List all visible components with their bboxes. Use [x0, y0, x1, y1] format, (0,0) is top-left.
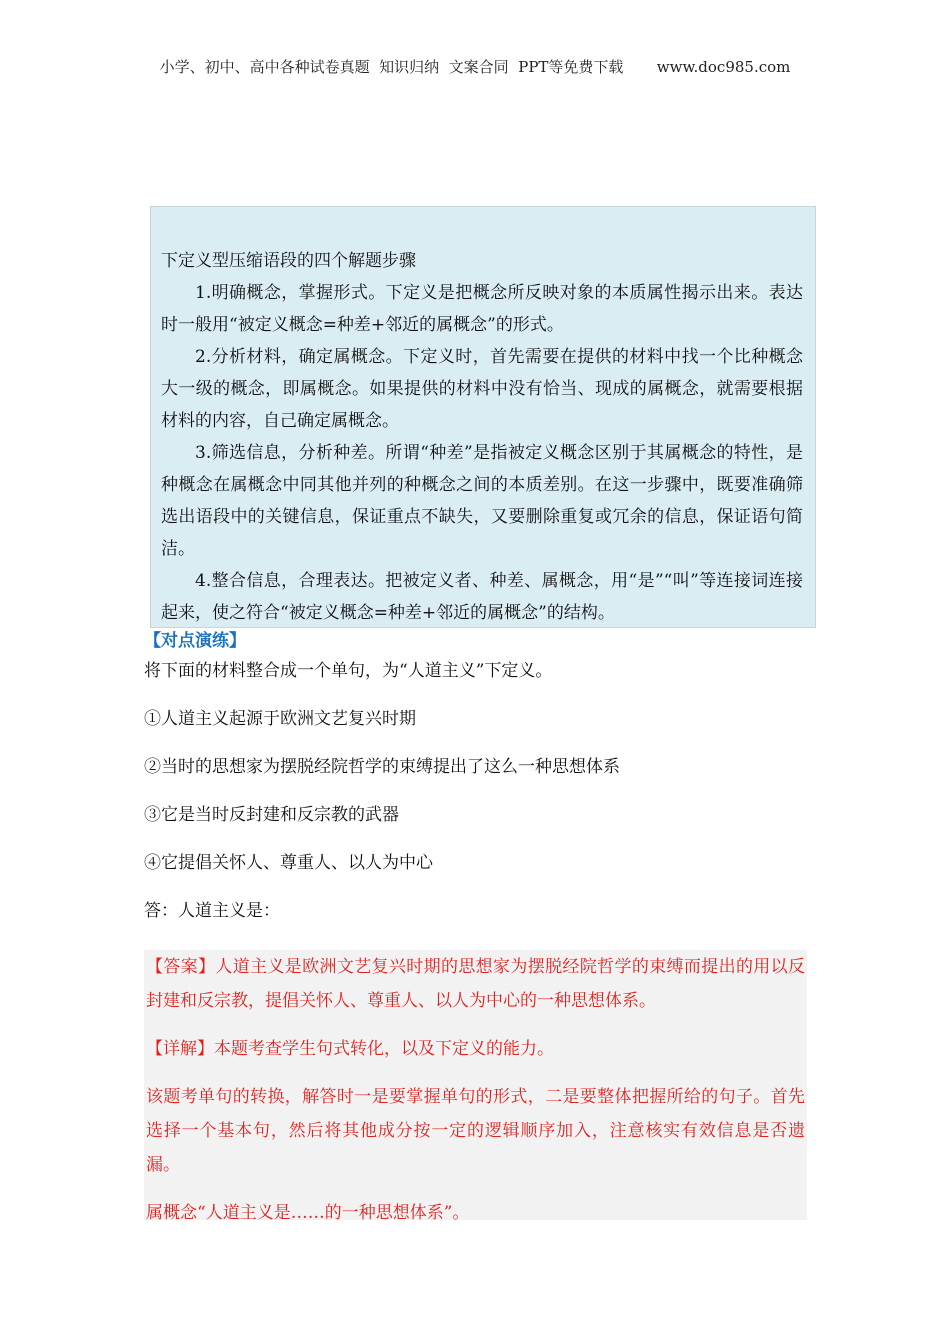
detail-text: 【详解】本题考查学生句式转化，以及下定义的能力。 — [146, 1039, 554, 1059]
practice-title: 【对点演练】 — [144, 631, 246, 651]
tip-step-2: 2.分析材料，确定属概念。下定义时，首先需要在提供的材料中找一个比种概念大一级的概念，即属概念。如果提供的材料中没有恰当、现成的属概念，就需要根据材料的内容，自己确定属概念。 — [161, 347, 803, 431]
material-item-2: ②当时的思想家为摆脱经院哲学的束缚提出了这么一种思想体系 — [144, 757, 620, 777]
practice-section — [144, 626, 808, 926]
tip-step-1: 1.明确概念，掌握形式。下定义是把概念所反映对象的本质属性揭示出来。表达时一般用“被定义概念=种差+邻近的属概念”的形式。 — [161, 283, 803, 335]
tip-step-4: 4.整合信息，合理表达。把被定义者、种差、属概念，用“是”“叫”等连接词连接起来，使之符合“被定义概念=种差+邻近的属概念”的结构。 — [161, 571, 803, 623]
genus-text: 属概念“人道主义是……的一种思想体系”。 — [146, 1203, 470, 1223]
material-item-1: ①人道主义起源于欧洲文艺复兴时期 — [144, 709, 416, 729]
material-item-4: ④它提倡关怀人、尊重人、以人为中心 — [144, 853, 433, 873]
question-intro: 将下面的材料整合成一个单句，为“人道主义”下定义。 — [144, 661, 553, 681]
answer-box — [144, 950, 807, 1223]
tip-step-3: 3.筛选信息，分析种差。所谓“种差”是指被定义概念区别于其属概念的特性，是种概念在属概念中同其他并列的种概念之间的本质差别。在这一步骤中，既要准确筛选出语段中的关键信息，保证重点不缺失，又要删除重复或冗余的信息，保证语句简洁。 — [161, 443, 803, 559]
answer-text: 【答案】人道主义是欧洲文艺复兴时期的思想家为摆脱经院哲学的束缚而提出的用以反封建和反宗教，提倡关怀人、尊重人、以人为中心的一种思想体系。 — [146, 957, 805, 1011]
material-item-3: ③它是当时反封建和反宗教的武器 — [144, 805, 399, 825]
tip-box — [150, 206, 816, 628]
explanation-text: 该题考单句的转换，解答时一是要掌握单句的形式，二是要整体把握所给的句子。首先选择一个基本句，然后将其他成分按一定的逻辑顺序加入，注意核实有效信息是否遗漏。 — [146, 1087, 805, 1175]
page-header: 小学、初中、高中各种试卷真题 知识归纳 文案合同 PPT等免费下载 www.doc985.com — [159, 58, 791, 76]
tip-title: 下定义型压缩语段的四个解题步骤 — [161, 251, 416, 271]
answer-prompt: 答：人道主义是： — [144, 901, 280, 921]
